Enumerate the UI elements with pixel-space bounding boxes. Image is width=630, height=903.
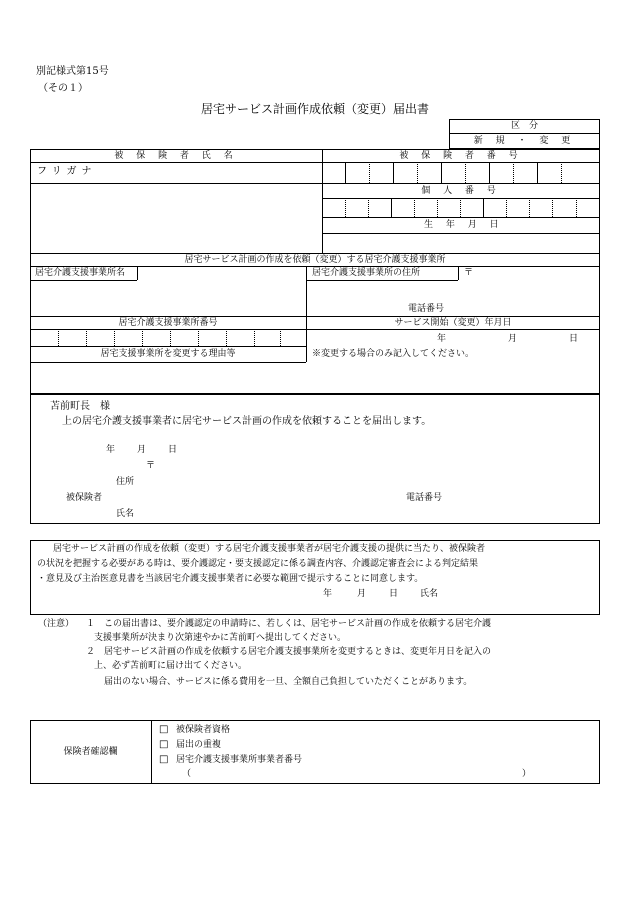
insured-status-label: 被保険者資格 (176, 725, 231, 735)
start-month: 月 (508, 334, 518, 344)
birthdate-label: 生 年 月 日 (424, 220, 504, 230)
declaration-name-label: 氏名 (116, 509, 135, 519)
insured-number-field[interactable] (323, 163, 599, 183)
notes-label: （注意） (38, 619, 75, 629)
note1-line1: この届出書は、要介護認定の申請時に、若しくは、居宅サービス計画の作成を依頼する居宅介護 (104, 619, 492, 629)
form-number: 別記様式第15号 (36, 66, 109, 77)
classification-label: 区 分 (510, 121, 538, 131)
change-note: ※変更する場合のみ記入してください。 (312, 349, 475, 359)
provider-number-check-field[interactable] (196, 769, 516, 781)
consent-line3: ・意見及び主治医意見書を当該居宅介護支援事業者に必要な範囲で提示することに同意します。 (37, 574, 424, 584)
consent-year: 年 (323, 589, 333, 599)
declaration-box (30, 394, 600, 524)
sub-number: （その１） (38, 83, 88, 94)
duplicate-check-checkbox[interactable]: □ (159, 739, 169, 750)
note2-line1: 居宅サービス計画の作成を依頼する居宅介護支援事業所を変更するときは、変更年月日を記入の (104, 647, 492, 657)
consent-name-field[interactable] (446, 588, 586, 600)
consent-line2: の状況を把握する必要がある時は、要介護認定・要支援認定に係る調査内容、介護認定審査会による判定結果 (37, 559, 479, 569)
note2-line2: 上、必ず苫前町に届け出てください。 (94, 661, 248, 671)
consent-month: 月 (357, 589, 367, 599)
birthdate-field[interactable] (323, 234, 599, 252)
duplicate-check-label: 届出の重複 (176, 740, 222, 750)
provider-section-title: 居宅サービス計画の作成を依頼（変更）する居宅介護支援事業所 (184, 255, 446, 265)
declaration-day: 日 (168, 445, 178, 455)
insured-number-label: 被 保 険 者 番 号 (399, 151, 523, 161)
note3: 届出のない場合、サービスに係る費用を一旦、全額自己負担していただくことがあります。 (104, 677, 473, 687)
insured-name-label: 被 保 険 者 氏 名 (114, 151, 238, 161)
change-reason-field[interactable] (34, 364, 596, 392)
start-date-field[interactable] (307, 330, 599, 346)
page-title: 居宅サービス計画作成依頼（変更）届出書 (200, 102, 429, 116)
provider-name-label: 居宅介護支援事業所名 (35, 268, 126, 278)
provider-address-label: 居宅介護支援事業所の住所 (312, 268, 421, 278)
insured-name-field[interactable] (38, 184, 318, 252)
provider-number-checkbox[interactable]: □ (159, 754, 169, 765)
consent-line1: 居宅サービス計画の作成を依頼（変更）する居宅介護支援事業者が居宅介護支援の提供に当たり、被保険者 (53, 544, 486, 554)
start-date-label: サービス開始（変更）年月日 (394, 318, 512, 328)
provider-address-field[interactable] (310, 281, 596, 303)
start-day: 日 (569, 334, 579, 344)
insured-status-checkbox[interactable]: □ (159, 724, 169, 735)
provider-number-field[interactable] (31, 330, 305, 346)
provider-phone-label: 電話番号 (408, 304, 445, 314)
declaration-insured-label: 被保険者 (66, 493, 103, 503)
personal-number-field[interactable] (323, 199, 599, 217)
declaration-name-field[interactable] (140, 508, 390, 520)
change-reason-label: 居宅支援事業所を変更する理由等 (100, 349, 236, 359)
provider-postal-mark: 〒 (464, 268, 474, 278)
start-year: 年 (437, 334, 447, 344)
close-paren: ） (522, 769, 532, 779)
declaration-year: 年 (106, 445, 116, 455)
declaration-address-label: 住所 (116, 477, 135, 487)
consent-day: 日 (389, 589, 399, 599)
declaration-address-field[interactable] (160, 476, 590, 488)
furigana-label: フリガナ (37, 166, 97, 177)
provider-name-field[interactable] (34, 281, 302, 315)
provider-number-check-label: 居宅介護支援事業所事業者番号 (176, 755, 303, 765)
provider-number-label: 居宅介護支援事業所番号 (118, 318, 218, 328)
declaration-month: 月 (137, 445, 147, 455)
note2-number: ２ (86, 647, 96, 657)
note1-line2: 支援事業所が決まり次第速やかに苫前町へ提出してください。 (94, 633, 347, 643)
declaration-postal-mark: 〒 (146, 461, 156, 471)
personal-number-label: 個 人 番 号 (421, 186, 501, 196)
insurer-check-label: 保険者確認欄 (63, 747, 118, 757)
declaration-statement: 上の居宅介護支援事業者に居宅サービス計画の作成を依頼することを届出します。 (62, 416, 432, 427)
addressee: 苫前町長 様 (50, 401, 110, 412)
note1-number: １ (86, 619, 96, 629)
consent-name-label: 氏名 (420, 589, 439, 599)
declaration-phone-label: 電話番号 (406, 493, 443, 503)
classification-options[interactable]: 新 規 ・ 変 更 (473, 136, 576, 146)
open-paren: （ (182, 769, 192, 779)
